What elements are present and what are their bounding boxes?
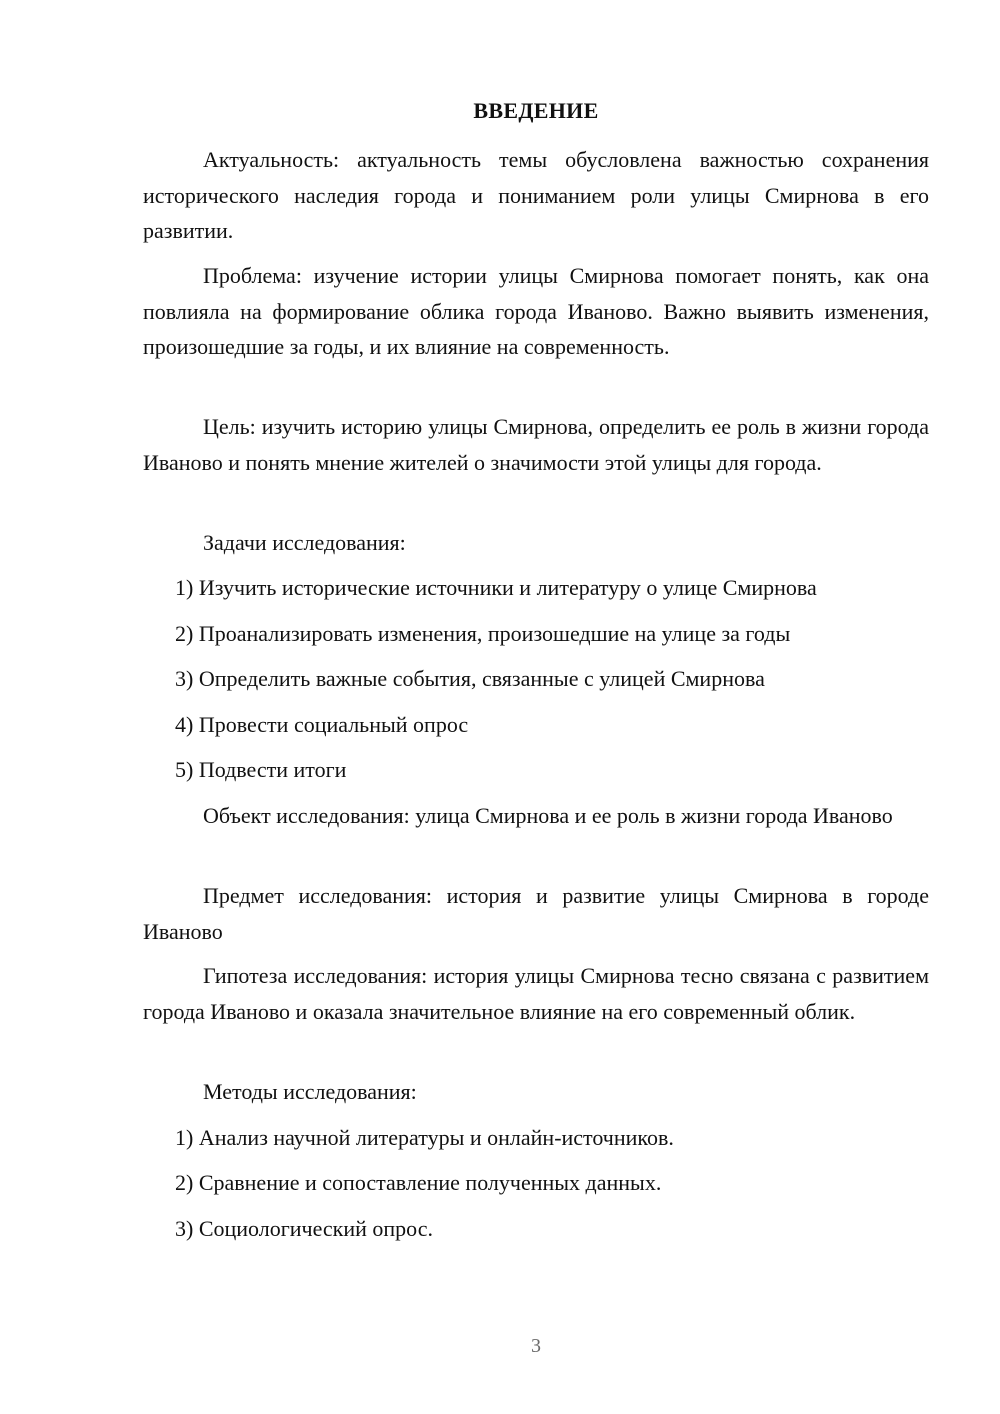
object-paragraph: Объект исследования: улица Смирнова и ее роль в жизни города Иваново xyxy=(203,803,893,828)
subject-paragraph: Предмет исследования: история и развитие улицы Смирнова в городе Иваново xyxy=(143,883,929,944)
section-title: ВВЕДЕНИЕ xyxy=(473,98,599,123)
task-item: 4) Провести социальный опрос xyxy=(175,712,469,737)
task-item: 1) Изучить исторические источники и литературу о улице Смирнова xyxy=(175,575,817,600)
problem-paragraph: Проблема: изучение истории улицы Смирнова помогает понять, как она повлияла на формирование облика города Иваново. Важно выявить изменения, произошедшие за годы, и их влияние на современность. xyxy=(143,263,929,359)
methods-heading: Методы исследования: xyxy=(203,1079,417,1104)
method-item: 2) Сравнение и сопоставление полученных данных. xyxy=(175,1170,662,1195)
task-item: 2) Проанализировать изменения, произошедшие на улице за годы xyxy=(175,621,791,646)
goal-paragraph: Цель: изучить историю улицы Смирнова, определить ее роль в жизни города Иваново и понять мнение жителей о значимости этой улицы для города. xyxy=(143,414,929,475)
method-item: 1) Анализ научной литературы и онлайн-источников. xyxy=(175,1125,674,1150)
page-number: 3 xyxy=(531,1335,541,1357)
task-item: 5) Подвести итоги xyxy=(175,757,347,782)
hypothesis-paragraph: Гипотеза исследования: история улицы Смирнова тесно связана с развитием города Иваново и оказала значительное влияние на его современный облик. xyxy=(143,963,929,1024)
task-item: 3) Определить важные события, связанные с улицей Смирнова xyxy=(175,666,765,691)
relevance-paragraph: Актуальность: актуальность темы обусловлена важностью сохранения исторического наследия города и пониманием роли улицы Смирнова в его развитии. xyxy=(143,147,929,243)
tasks-heading: Задачи исследования: xyxy=(203,530,406,555)
method-item: 3) Социологический опрос. xyxy=(175,1216,433,1241)
